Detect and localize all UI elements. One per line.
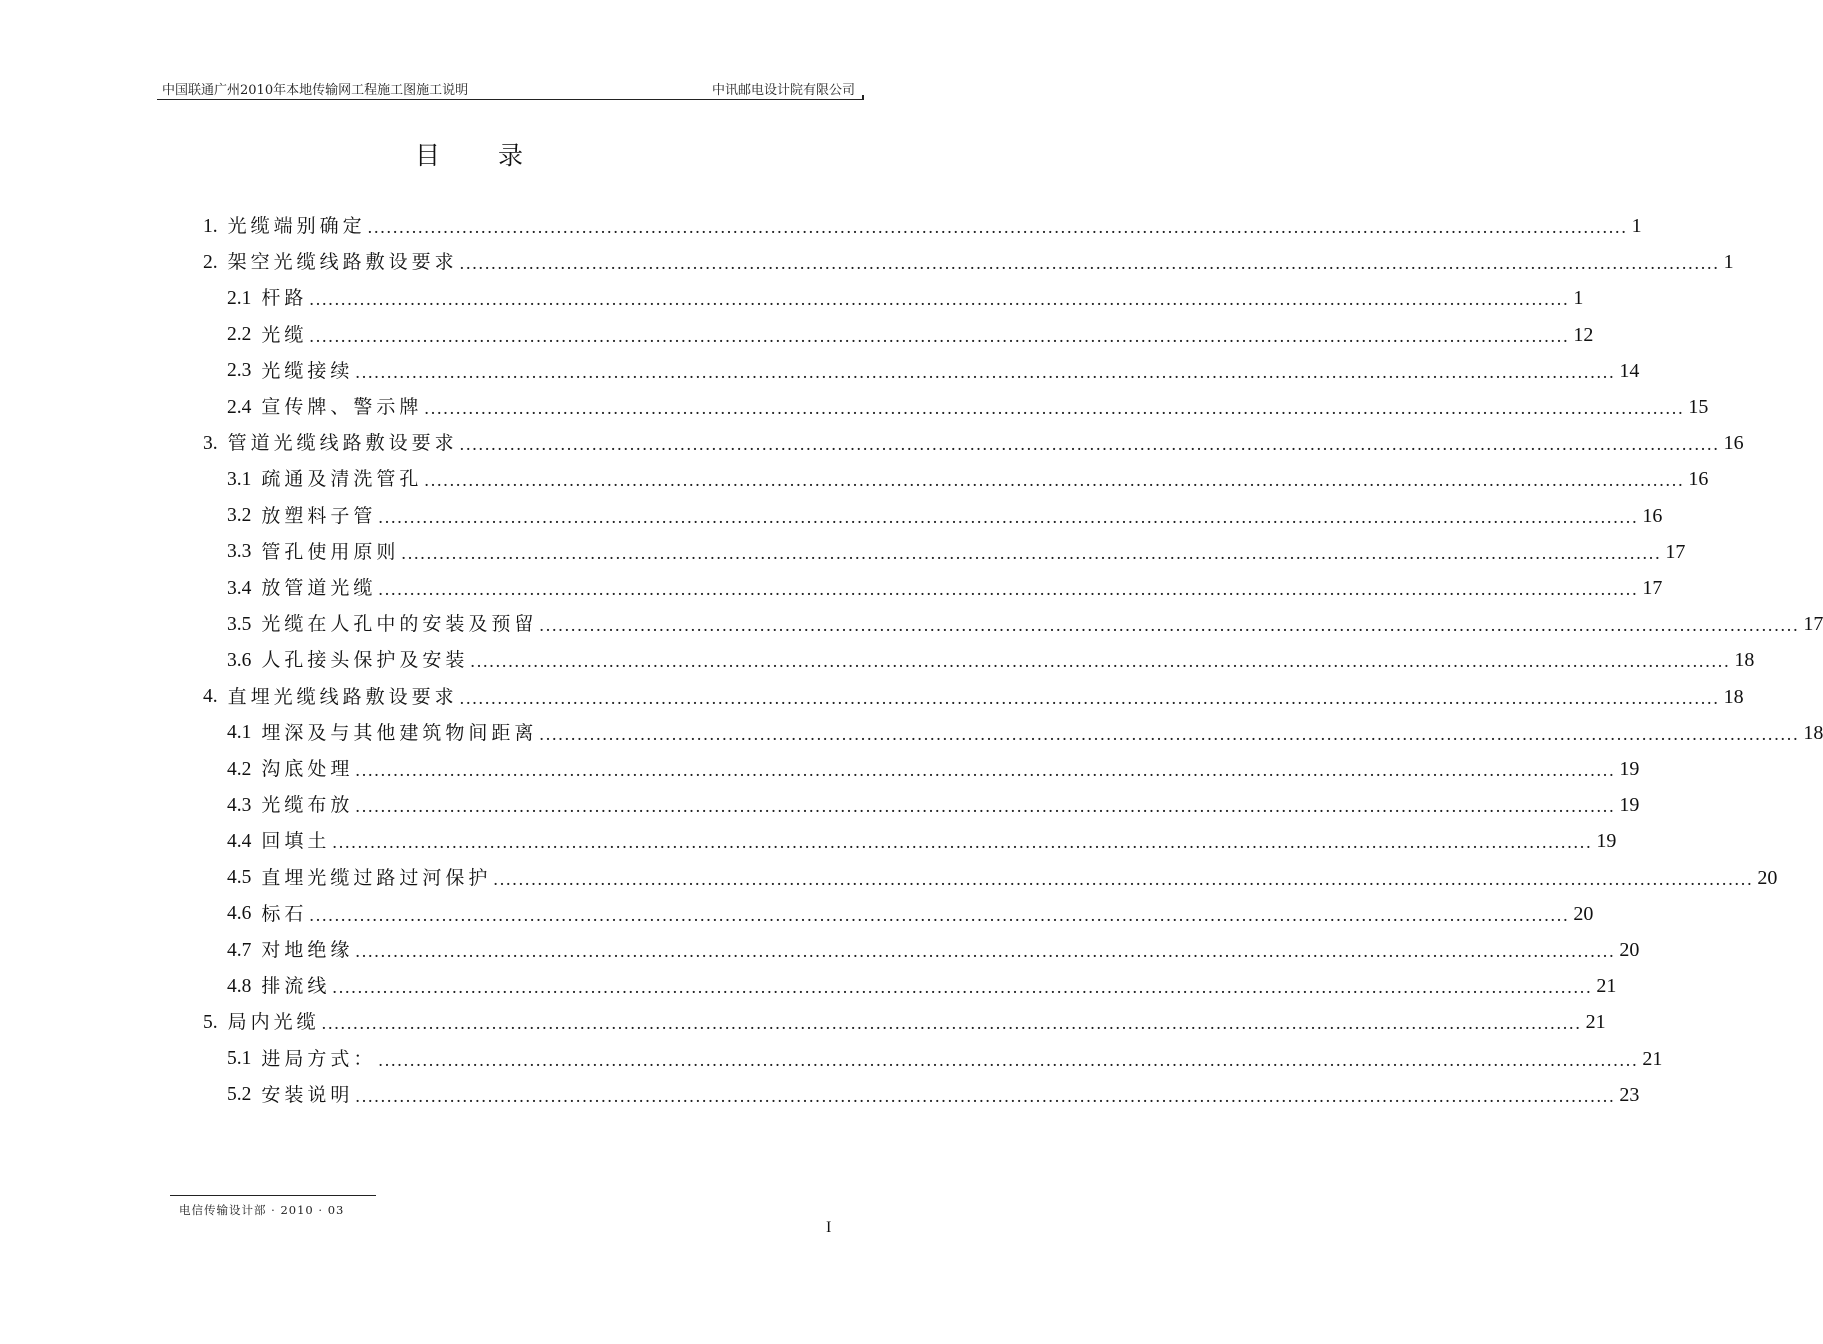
toc-entry-title: 宣传牌、警示牌 <box>261 396 423 418</box>
toc-entry[interactable] <box>227 928 1640 961</box>
toc-entry-page: 21 <box>1642 1047 1663 1070</box>
toc-entry-page: 16 <box>1688 468 1709 491</box>
toc-entry[interactable] <box>227 783 1640 817</box>
toc-entry-page: 21 <box>1585 1011 1606 1034</box>
toc-entry-number: 3.1 <box>227 468 252 490</box>
toc-leader-dots: ........................................................................................................................................................................................................ <box>401 542 1662 563</box>
toc-leader-dots: ........................................................................................................................................................................................................ <box>332 832 1593 853</box>
toc-leader-dots: ........................................................................................................................................................................................................ <box>321 1013 1582 1034</box>
toc-entry-number: 3.5 <box>227 613 252 635</box>
toc-entry-number: 3.6 <box>227 649 252 671</box>
toc-entry[interactable] <box>203 204 1642 237</box>
toc-entry-number: 4.5 <box>227 867 252 889</box>
toc-leader-dots: ........................................................................................................................................................................................................ <box>539 615 1800 636</box>
toc-entry-number: 2.2 <box>227 324 252 346</box>
toc-entry-number: 1. <box>203 215 218 237</box>
toc-entry-page: 18 <box>1803 721 1823 744</box>
toc-entry-title: 局内光缆 <box>227 1011 320 1034</box>
toc-leader-dots: ........................................................................................................................................................................................................ <box>355 941 1616 961</box>
toc-entry[interactable] <box>227 602 1823 636</box>
toc-entry-title: 回填土 <box>261 830 331 853</box>
toc-entry-number: 3.4 <box>227 577 252 599</box>
toc-entry-page: 15 <box>1688 396 1709 418</box>
toc-entry-title: 疏通及清洗管孔 <box>261 468 423 491</box>
toc-entry-title: 管孔使用原则 <box>261 540 400 563</box>
toc-leader-dots: ........................................................................................................................................................................................................ <box>355 1085 1616 1106</box>
toc-leader-dots: ........................................................................................................................................................................................................ <box>493 868 1754 889</box>
toc-leader-dots: ........................................................................................................................................................................................................ <box>424 470 1685 491</box>
toc-entry-title: 进局方式： <box>261 1047 377 1070</box>
toc-entry-number: 2.3 <box>227 360 252 382</box>
toc-entry-title: 放管道光缆 <box>261 577 377 599</box>
page-number: I <box>826 1219 832 1236</box>
toc-entry-page: 23 <box>1619 1083 1640 1106</box>
toc-entry-number: 4. <box>203 686 218 708</box>
header-rule <box>157 99 864 100</box>
toc-entry-title: 安装说明 <box>261 1083 354 1106</box>
toc-entry[interactable] <box>227 856 1778 889</box>
toc-entry-number: 4.7 <box>227 939 252 961</box>
toc-leader-dots: ........................................................................................................................................................................................................ <box>355 361 1616 382</box>
toc-entry-page: 20 <box>1573 902 1594 925</box>
running-header-right: 中讯邮电设计院有限公司 <box>711 83 855 98</box>
toc-entry-title: 光缆在人孔中的安装及预留 <box>261 613 538 636</box>
toc-entry-title: 架空光缆线路敷设要求 <box>227 251 458 274</box>
toc-entry-page: 1 <box>1573 287 1584 310</box>
toc-entry-page: 19 <box>1619 794 1640 817</box>
toc-entry-number: 4.6 <box>227 903 252 925</box>
toc-leader-dots: ........................................................................................................................................................................................................ <box>309 325 1570 346</box>
toc-leader-dots: ........................................................................................................................................................................................................ <box>367 217 1628 237</box>
toc-entry-number: 4.4 <box>227 830 252 852</box>
toc-entry-number: 4.8 <box>227 975 252 997</box>
toc-leader-dots: ........................................................................................................................................................................................................ <box>355 760 1616 780</box>
toc-leader-dots: ........................................................................................................................................................................................................ <box>378 1049 1639 1070</box>
toc-entry[interactable] <box>227 349 1640 382</box>
toc-leader-dots: ........................................................................................................................................................................................................ <box>459 253 1720 274</box>
toc-entry-page: 21 <box>1596 975 1617 998</box>
toc-entry-number: 2.4 <box>227 396 252 418</box>
toc-entry-title: 排流线 <box>261 975 331 998</box>
toc-entry-page: 16 <box>1723 432 1744 455</box>
toc-entry-page: 14 <box>1619 359 1640 382</box>
toc-entry[interactable] <box>203 1000 1606 1034</box>
toc-entry[interactable] <box>227 385 1709 418</box>
toc-entry[interactable] <box>227 530 1686 563</box>
toc-entry-title: 杆路 <box>261 287 308 310</box>
toc-entry-page: 20 <box>1619 939 1640 961</box>
page-title: 目录 <box>414 141 581 170</box>
toc-leader-dots: ........................................................................................................................................................................................................ <box>424 398 1685 418</box>
toc-leader-dots: ........................................................................................................................................................................................................ <box>355 796 1616 817</box>
toc-entry-page: 20 <box>1757 866 1778 889</box>
toc-entry-number: 5.2 <box>227 1084 252 1106</box>
toc-entry[interactable] <box>227 276 1584 310</box>
toc-entry-number: 4.3 <box>227 794 252 816</box>
toc-entry-number: 3.3 <box>227 541 252 563</box>
toc-entry[interactable] <box>227 313 1594 346</box>
toc-entry[interactable] <box>227 566 1663 599</box>
toc-leader-dots: ........................................................................................................................................................................................................ <box>309 904 1570 925</box>
footer-rule <box>170 1195 376 1196</box>
toc-entry-page: 12 <box>1573 323 1594 346</box>
toc-entry[interactable] <box>227 457 1709 491</box>
toc-entry[interactable] <box>227 819 1617 853</box>
footer-text: 电信传输设计部 · 2010 · 03 <box>179 1203 345 1217</box>
toc-entry-page: 1 <box>1631 215 1642 237</box>
toc-entry-number: 3. <box>203 432 218 454</box>
toc-entry[interactable] <box>227 638 1755 672</box>
toc-entry-page: 17 <box>1642 577 1663 599</box>
toc-leader-dots: ........................................................................................................................................................................................................ <box>332 977 1593 998</box>
toc-entry-title: 光缆接续 <box>261 359 354 382</box>
toc-entry-title: 光缆布放 <box>261 794 354 817</box>
toc-entry-number: 2. <box>203 251 218 273</box>
toc-leader-dots: ........................................................................................................................................................................................................ <box>539 723 1800 744</box>
toc-entry[interactable] <box>227 964 1617 998</box>
toc-entry-number: 4.1 <box>227 722 252 744</box>
toc-entry-number: 3.2 <box>227 505 252 527</box>
toc-entry-page: 17 <box>1803 613 1823 636</box>
running-header-left: 中国联通广州2010年本地传输网工程施工图施工说明 <box>162 83 469 98</box>
toc-entry[interactable] <box>227 1037 1663 1070</box>
toc-entry-page: 18 <box>1723 685 1744 708</box>
toc-leader-dots: ........................................................................................................................................................................................................ <box>309 289 1570 310</box>
toc-entry[interactable] <box>227 892 1594 925</box>
toc-entry-title: 直埋光缆过路过河保护 <box>261 866 492 889</box>
toc-entry-page: 17 <box>1665 540 1686 563</box>
toc-entry[interactable] <box>227 747 1640 780</box>
toc-entry-number: 5.1 <box>227 1048 252 1070</box>
toc-entry-page: 19 <box>1596 830 1617 853</box>
toc-entry-number: 5. <box>203 1011 218 1033</box>
toc-entry-number: 2.1 <box>227 287 252 309</box>
toc-entry-page: 19 <box>1619 758 1640 780</box>
toc-entry-page: 18 <box>1734 649 1755 672</box>
toc-leader-dots: ........................................................................................................................................................................................................ <box>459 434 1720 455</box>
toc-entry[interactable] <box>227 711 1823 744</box>
toc-entry-title: 沟底处理 <box>261 758 354 780</box>
toc-entry-page: 1 <box>1723 251 1734 274</box>
toc-entry-title: 直埋光缆线路敷设要求 <box>227 685 458 708</box>
toc-leader-dots: ........................................................................................................................................................................................................ <box>378 579 1639 599</box>
toc-entry-title: 放塑料子管 <box>261 504 377 527</box>
toc-entry-title: 人孔接头保护及安装 <box>261 649 469 672</box>
toc-entry-title: 对地绝缘 <box>261 939 354 961</box>
toc-entry[interactable] <box>203 240 1734 274</box>
toc-entry-title: 管道光缆线路敷设要求 <box>227 432 458 455</box>
toc-entry[interactable] <box>227 1073 1640 1106</box>
toc-leader-dots: ........................................................................................................................................................................................................ <box>459 687 1720 708</box>
toc-entry-page: 16 <box>1642 504 1663 527</box>
toc-entry[interactable] <box>203 421 1744 455</box>
toc-entry-title: 埋深及与其他建筑物间距离 <box>261 721 538 744</box>
toc-entry[interactable] <box>203 675 1744 708</box>
toc-entry-title: 光缆端别确定 <box>227 215 366 237</box>
toc-entry-number: 4.2 <box>227 758 252 780</box>
toc-entry[interactable] <box>227 494 1663 527</box>
header-rule-tick <box>862 95 864 100</box>
toc-leader-dots: ........................................................................................................................................................................................................ <box>470 651 1731 672</box>
toc-entry-title: 光缆 <box>261 323 308 346</box>
toc-leader-dots: ........................................................................................................................................................................................................ <box>378 506 1639 527</box>
toc-entry-title: 标石 <box>261 902 308 925</box>
